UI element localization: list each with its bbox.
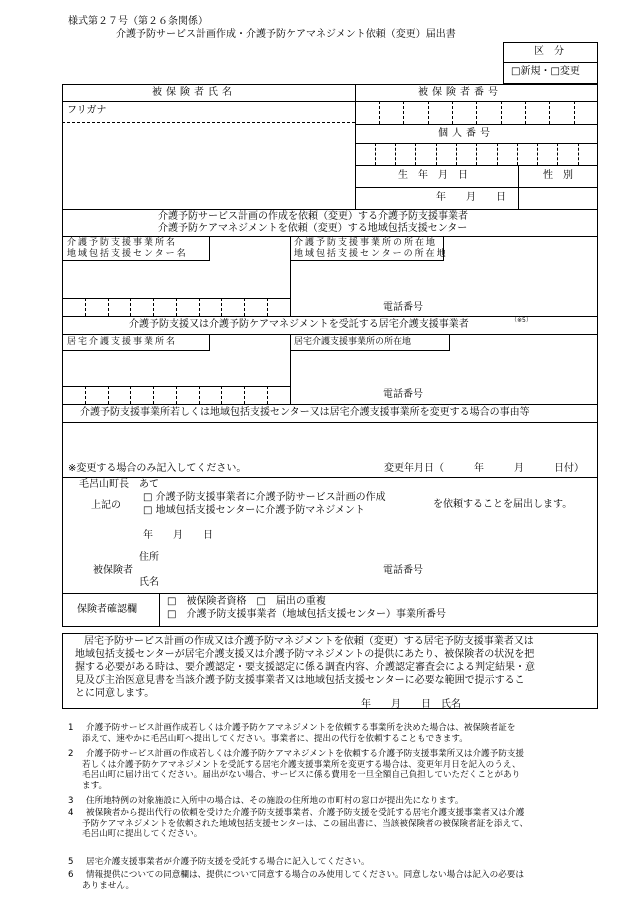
note-number: 2 [68, 749, 74, 759]
above-label: 上記の [91, 500, 121, 511]
applicant-phone-label: 電話番号 [383, 565, 423, 576]
kyotaku-office-name-label: 居宅介護支援事業所名 [67, 337, 178, 347]
consent-line1: 居宅予防サービス計画の作成又は介護予防マネジメントを依頼（変更）する居宅予防支援事業者又は [84, 636, 534, 647]
birthdate-field[interactable]: 年 月 日 [436, 192, 506, 203]
request-option-management[interactable]: □ 地域包括支援センターに介護予防マネジメント [143, 505, 365, 516]
section1-heading-line2: 介護予防ケアマネジメントを依頼（変更）する地域包括支援センター [158, 223, 468, 234]
furigana-label: フリガナ [67, 105, 107, 116]
section2-address-field[interactable] [292, 352, 596, 386]
sex-field[interactable] [519, 188, 597, 208]
form-number: 様式第２７号（第２６条関係） [68, 16, 208, 27]
section1-heading-line1: 介護予防サービス計画の作成を依頼（変更）する介護予防支援事業者 [158, 211, 468, 222]
consent-line5: とに同意します。 [75, 688, 155, 699]
note-number: 4 [68, 808, 74, 818]
change-note: ※変更する場合のみ記入してください。 [68, 463, 247, 474]
section2-name-field[interactable] [64, 352, 288, 386]
insured-label: 被保険者 [93, 565, 133, 576]
note-line: 被保険者から提出代行の依頼を受けた介護予防支援事業者、介護予防支援を受託する居宅介護支援事業者又は介護 [86, 808, 525, 818]
form-title: 介護予防サービス計画作成・介護予防ケアマネジメント依頼（変更）届出書 [116, 29, 456, 40]
application-date[interactable]: 年 月 日 [143, 530, 213, 541]
section3-heading: 介護予防支援事業所若しくは地域包括支援センター又は居宅介護支援事業所を変更する場合の事由等 [80, 407, 530, 418]
center-name-label: 地域包括支援センター名 [67, 249, 188, 259]
request-text: を依頼することを届出します。 [433, 499, 573, 510]
change-reason-field[interactable] [64, 424, 596, 460]
insured-name-header: 被保険者氏名 [152, 87, 236, 98]
consent-line4: 見及び主治医意見書を当該介護予防支援事業者又は地域包括支援センターに必要な範囲で提示するこ [75, 675, 525, 686]
consent-line3: 握する必要がある時は、要介護認定・要支援認定に係る調査内容、介護認定審査会による判定結果・意 [75, 662, 535, 673]
section2-heading: 介護予防支援又は介護予防ケアマネジメントを受託する居宅介護支援事業者 [129, 319, 469, 330]
note-line: 住所地特例の対象施設に入所中の場合は、その施設の住所地の市町村の窓口が提出先になります。 [86, 796, 464, 806]
note-number: 5 [68, 857, 74, 867]
applicant-name-field[interactable] [165, 575, 365, 589]
section1-phone-label: 電話番号 [383, 302, 423, 313]
note-line: ます。 [82, 780, 108, 791]
note-number: 6 [68, 870, 74, 880]
section1-address-field[interactable] [292, 262, 596, 298]
confirm-line1[interactable]: □ 被保険者資格 □ 届出の重複 [167, 596, 326, 607]
sex-label: 性 別 [543, 170, 573, 181]
addressee: 毛呂山町長 あて [79, 479, 159, 490]
applicant-address-field[interactable] [165, 550, 365, 564]
insured-number-header: 被保険者番号 [418, 87, 502, 98]
consent-date-name[interactable]: 年 月 日 氏名 [361, 699, 461, 710]
note-number: 3 [68, 796, 74, 806]
support-office-address-label: 介護予防支援事業所の所在地 [294, 238, 438, 248]
kyotaku-office-address-label: 居宅介護支援事業所の所在地 [294, 337, 412, 347]
applicant-phone-field[interactable] [433, 563, 593, 577]
personal-number-field[interactable] [356, 144, 597, 164]
change-date[interactable]: 変更年月日（ 年 月 日付） [384, 463, 584, 474]
note-line: 添えて、速やかに毛呂山町へ提出してください。事業者に、提出の代行を依頼することもできます。 [82, 733, 468, 744]
address-label: 住所 [139, 552, 159, 563]
insured-number-field[interactable] [356, 102, 597, 123]
center-address-label: 地域包括支援センターの所在地 [294, 249, 448, 259]
note-line: ありません。 [82, 880, 135, 891]
note-line: 介護予防サービス計画の作成若しくは介護予防ケアマネジメントを依頼する介護予防支援事業所又は介護予防支援 [86, 749, 525, 759]
section2-office-number-field[interactable] [63, 387, 289, 403]
request-option-plan[interactable]: □ 介護予防支援事業者に介護予防サービス計画の作成 [143, 492, 386, 503]
note-number: 1 [68, 723, 74, 733]
note-line: 毛呂山町に提出してください。 [82, 829, 203, 840]
insured-name-field[interactable] [64, 124, 353, 208]
note-line: 情報提供についての同意欄は、提供について同意する場合のみ使用してください。同意しない場合は記入の必要は [86, 870, 524, 880]
confirm-label: 保険者確認欄 [77, 604, 137, 615]
support-office-name-label: 介護予防支援事業所名 [67, 238, 178, 248]
section2-heading-note: （※5） [511, 317, 532, 324]
section1-office-number-field[interactable] [63, 299, 289, 315]
personal-number-header: 個人番号 [438, 128, 494, 139]
note-line: 若しくは介護予防ケアマネジメントを受託する居宅介護支援事業所を変更する場合は、変更年月日を記入のうえ、 [82, 759, 521, 770]
consent-line2: 地域包括支援センターが居宅介護支援又は介護予防マネジメントの提供にあたり、被保険者の状況を把 [75, 649, 535, 660]
name-label: 氏名 [139, 577, 159, 588]
kubun-options[interactable]: □新規・□変更 [511, 66, 580, 77]
confirm-line2[interactable]: □ 介護予防支援事業者（地域包括支援センター）事業所番号 [167, 609, 447, 620]
birthdate-label: 生 年 月 日 [398, 170, 468, 181]
section1-name-field[interactable] [64, 262, 288, 298]
note-line: 予防ケアマネジメントを依頼された地域包括支援センターは、この届出書に、当該被保険者の被保険者証を添えて、 [82, 818, 529, 829]
note-line: 毛呂山町に届け出てください。届出がない場合、サービスに係る費用を一旦全額自己負担していただくことがあり [82, 770, 521, 781]
note-line: 居宅介護支援事業者が介護予防支援を受託する場合に記入してください。 [86, 857, 370, 867]
kubun-label: 区 分 [534, 46, 564, 57]
note-line: 介護予防サービス計画作成若しくは介護予防ケアマネジメントを依頼する事業所を決めた場合は、被保険者証を [86, 723, 516, 733]
section2-phone-label: 電話番号 [383, 389, 423, 400]
